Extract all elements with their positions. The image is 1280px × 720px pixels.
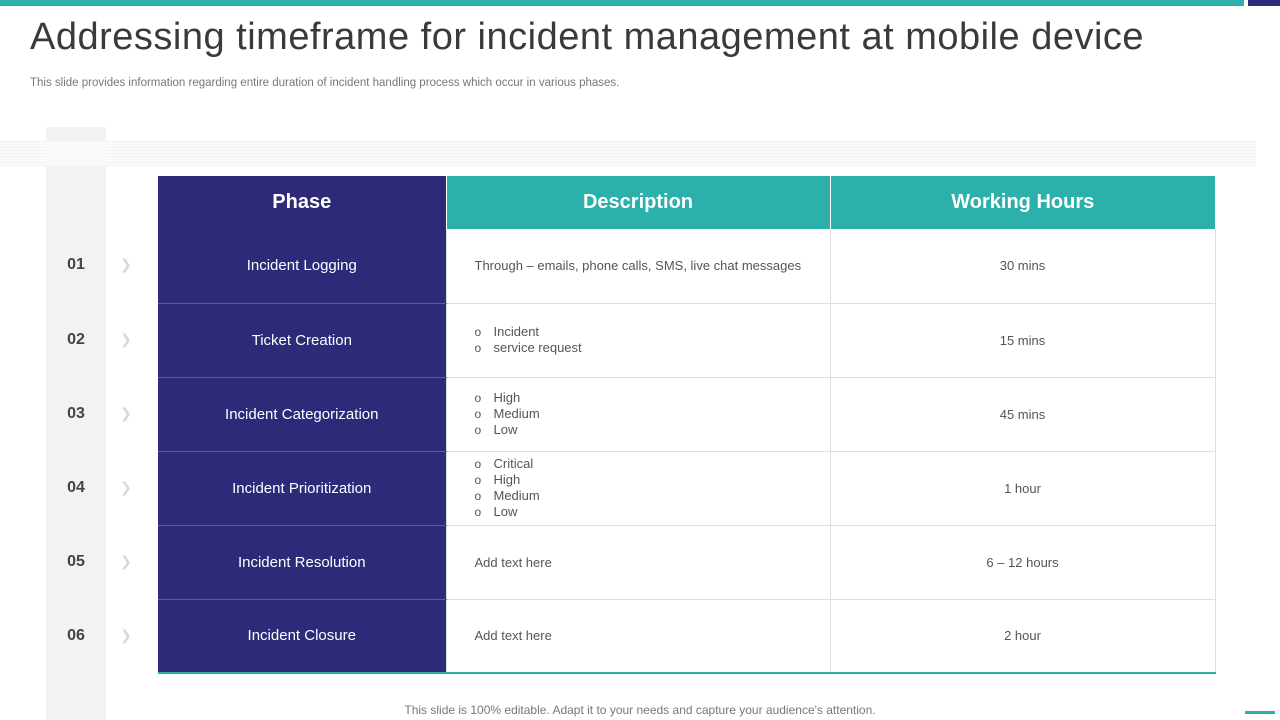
bullet-item: o Low <box>475 504 830 520</box>
table-row <box>158 599 1215 673</box>
phase-cell: Ticket Creation <box>158 303 446 377</box>
hours-cell: 1 hour <box>830 451 1215 525</box>
chevron-right-icon: ❯ <box>120 553 132 569</box>
hours-cell: 15 mins <box>830 303 1215 377</box>
header-description: Description <box>446 176 830 229</box>
table-row <box>158 229 1215 303</box>
row-number-column-gap <box>46 141 106 166</box>
phase-cell: Incident Logging <box>158 229 446 303</box>
hours-cell: 30 mins <box>830 229 1215 303</box>
phase-cell: Incident Closure <box>158 599 446 673</box>
row-number: 06 <box>67 627 85 644</box>
bullet-list <box>475 324 830 356</box>
row-number: 04 <box>67 479 85 496</box>
chevron-right-icon: ❯ <box>120 627 132 643</box>
chevron-right-icon: ❯ <box>120 479 132 495</box>
row-number: 02 <box>67 331 85 348</box>
row-number: 03 <box>67 405 85 422</box>
phase-cell: Incident Categorization <box>158 377 446 451</box>
phase-cell: Incident Prioritization <box>158 451 446 525</box>
table-row <box>158 303 1215 377</box>
bullet-item: o Incident <box>475 324 830 340</box>
chevron-right-icon: ❯ <box>120 256 132 272</box>
header-phase: Phase <box>158 176 446 229</box>
table-row <box>158 525 1215 599</box>
table-row <box>158 377 1215 451</box>
footer-note: This slide is 100% editable. Adapt it to your needs and capture your audience's attention. <box>404 703 876 717</box>
bullet-list <box>475 390 830 438</box>
bullet-item: o service request <box>475 340 830 356</box>
bullet-item: o High <box>475 390 830 406</box>
top-accent-bar-dark <box>1248 0 1280 6</box>
row-number: 01 <box>67 256 85 273</box>
bullet-item: o High <box>475 472 830 488</box>
description-cell <box>446 303 830 377</box>
bullet-item: o Critical <box>475 456 830 472</box>
row-number: 05 <box>67 553 85 570</box>
bullet-item: o Medium <box>475 488 830 504</box>
incident-timeframe-table <box>158 176 1216 674</box>
bullet-item: o Low <box>475 422 830 438</box>
hours-cell: 6 – 12 hours <box>830 525 1215 599</box>
chevron-right-icon: ❯ <box>120 405 132 421</box>
description-cell <box>446 451 830 525</box>
description-cell: Add text here <box>446 599 830 673</box>
bullet-item: o Medium <box>475 406 830 422</box>
description-cell <box>446 377 830 451</box>
hours-cell: 45 mins <box>830 377 1215 451</box>
page-subtitle: This slide provides information regarding entire duration of incident handling process which occur in various phases. <box>30 77 620 89</box>
description-cell: Through – emails, phone calls, SMS, live chat messages <box>446 229 830 303</box>
chevron-right-icon: ❯ <box>120 331 132 347</box>
hours-cell: 2 hour <box>830 599 1215 673</box>
decorative-stripe-band <box>0 141 1256 166</box>
top-accent-bar <box>0 0 1244 6</box>
header-working-hours: Working Hours <box>830 176 1215 229</box>
table-header-row <box>158 176 1215 229</box>
description-cell: Add text here <box>446 525 830 599</box>
phase-cell: Incident Resolution <box>158 525 446 599</box>
corner-accent-mark <box>1245 711 1275 714</box>
table-row <box>158 451 1215 525</box>
page-title: Addressing timeframe for incident management at mobile device <box>30 16 1145 58</box>
bullet-list <box>475 456 830 520</box>
